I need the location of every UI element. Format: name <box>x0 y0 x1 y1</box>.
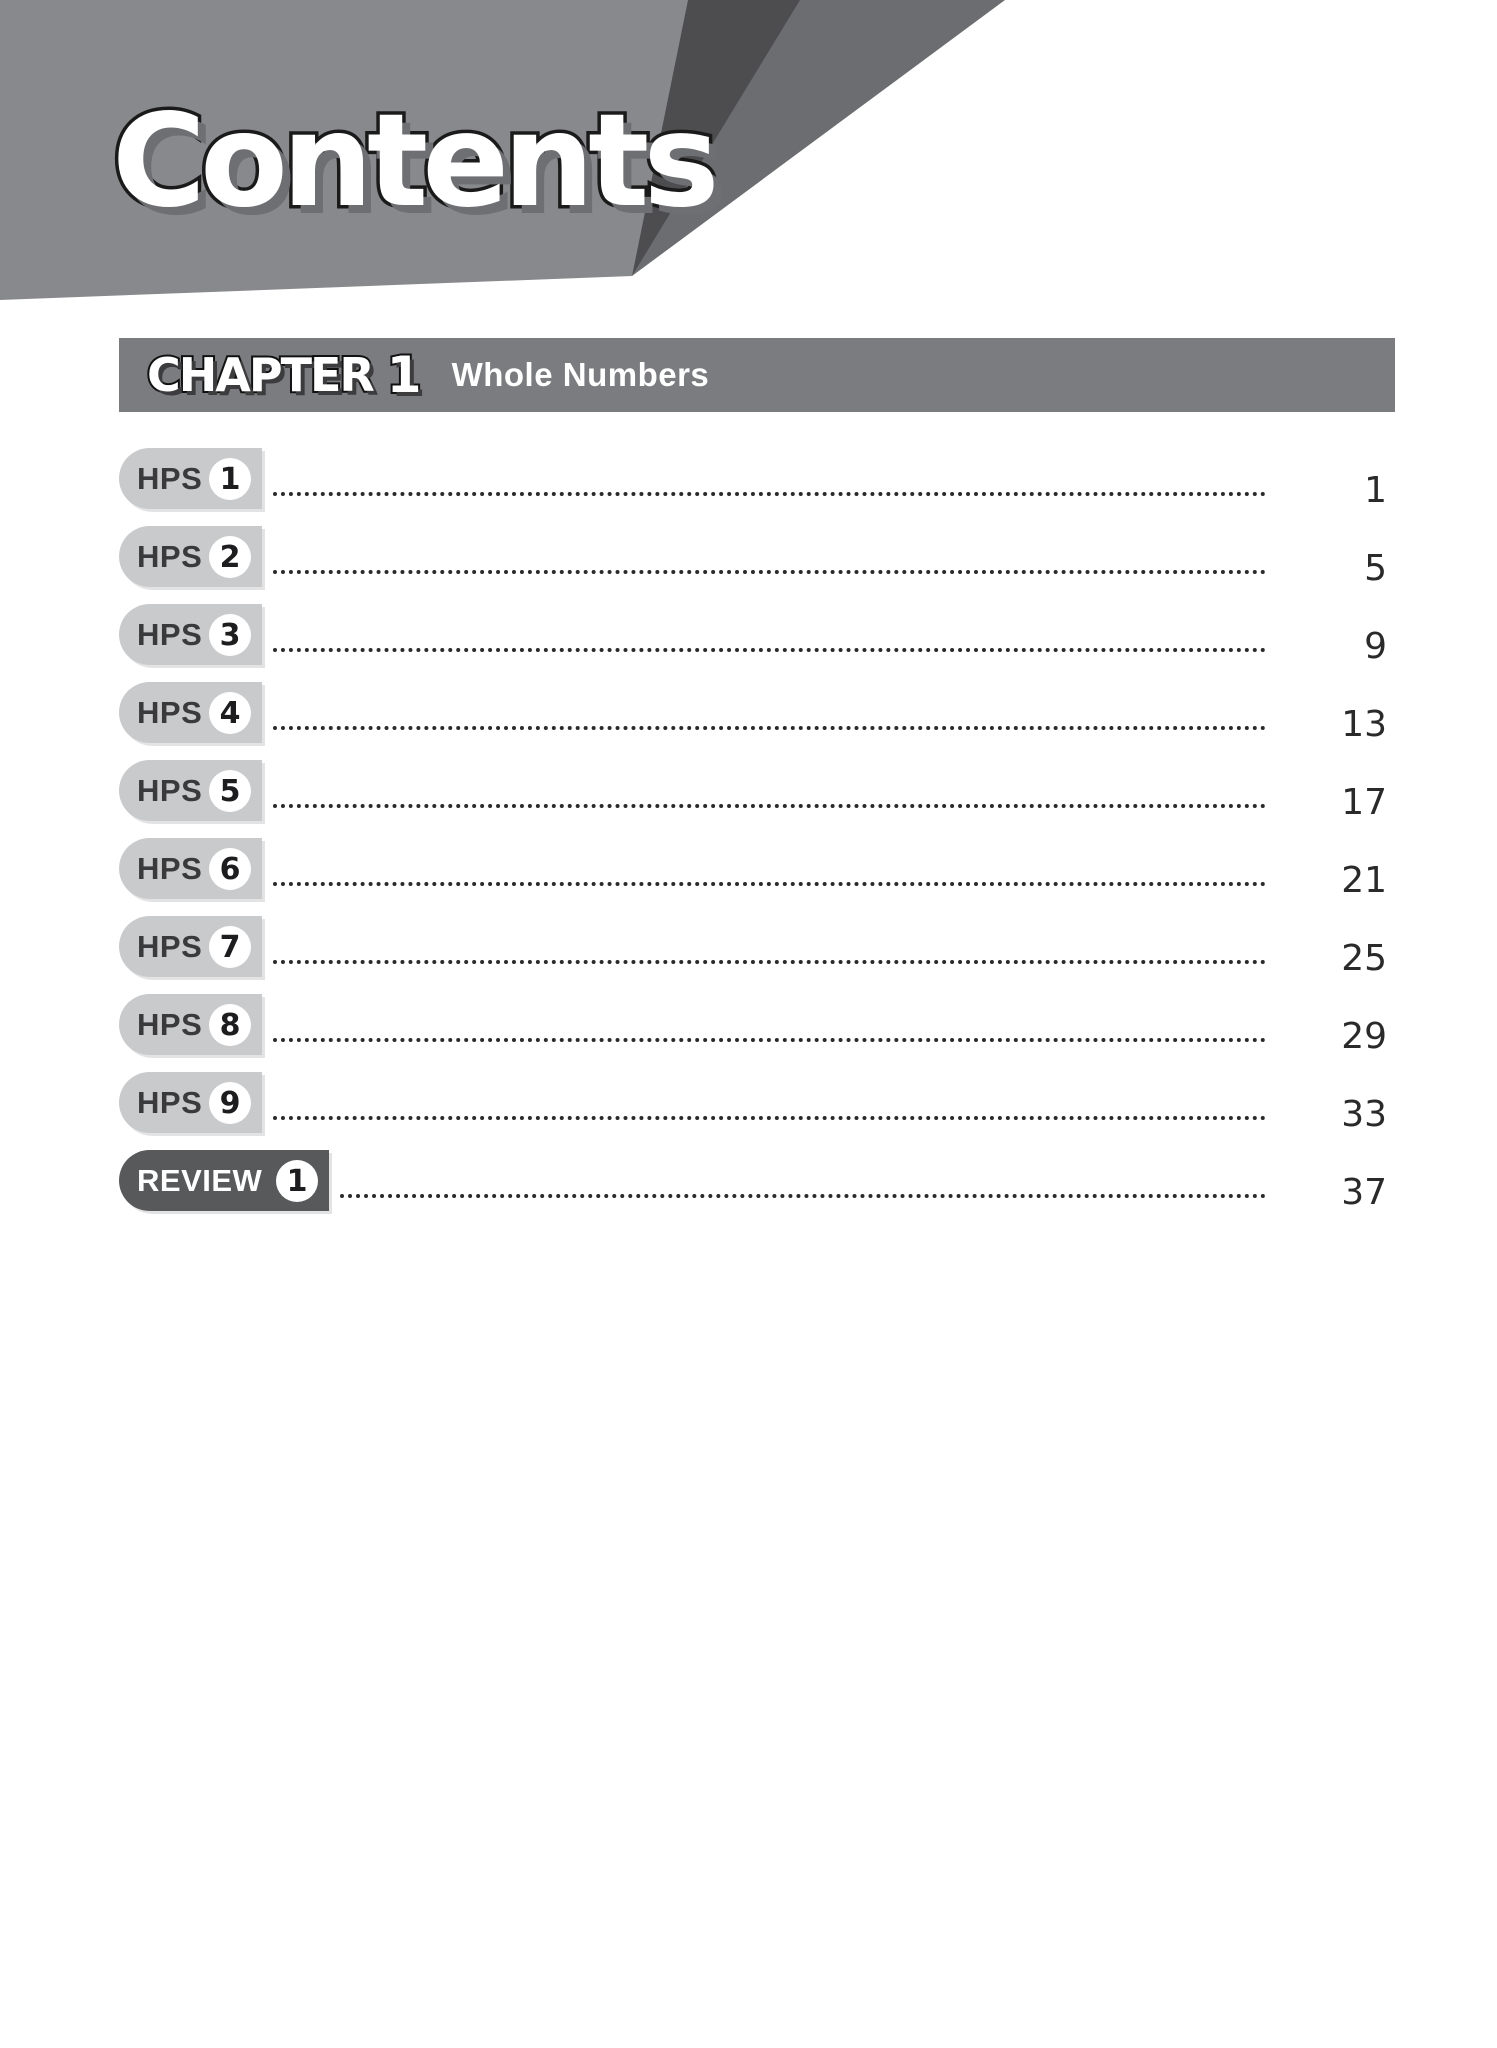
dot-leader <box>340 1194 1266 1198</box>
page-title: Contents <box>112 87 714 236</box>
toc-entry[interactable] <box>0 992 1497 1070</box>
tag-label: HPS <box>137 460 203 496</box>
tag-number-badge: 2 <box>209 536 251 578</box>
review-tag <box>119 1150 329 1211</box>
tag-number-badge: 3 <box>209 614 251 656</box>
hps-tag <box>119 604 262 665</box>
page-number: 9 <box>1364 626 1387 667</box>
page-number: 37 <box>1341 1172 1387 1213</box>
page-number: 13 <box>1341 704 1387 745</box>
toc-entry[interactable] <box>0 1148 1497 1226</box>
chapter-bar <box>119 338 1395 412</box>
page-number: 25 <box>1341 938 1387 979</box>
dot-leader <box>273 1038 1266 1042</box>
hps-tag <box>119 526 262 587</box>
tag-number-badge: 9 <box>209 1082 251 1124</box>
hps-tag <box>119 682 262 743</box>
tag-label: HPS <box>137 850 203 886</box>
hps-tag <box>119 1072 262 1133</box>
toc-entry[interactable] <box>0 602 1497 680</box>
toc-entry[interactable] <box>0 836 1497 914</box>
toc-entry[interactable] <box>0 914 1497 992</box>
tag-label: HPS <box>137 616 203 652</box>
tag-label: REVIEW <box>137 1162 263 1198</box>
toc-entry[interactable] <box>0 1070 1497 1148</box>
dot-leader <box>273 570 1266 574</box>
tag-label: HPS <box>137 1084 203 1120</box>
page-number: 21 <box>1341 860 1387 901</box>
dot-leader <box>273 804 1266 808</box>
tag-label: HPS <box>137 538 203 574</box>
dot-leader <box>273 648 1266 652</box>
tag-label: HPS <box>137 1006 203 1042</box>
hps-tag <box>119 916 262 977</box>
hps-tag <box>119 760 262 821</box>
dot-leader <box>273 1116 1266 1120</box>
tag-number-badge: 7 <box>209 926 251 968</box>
toc-entry[interactable] <box>0 524 1497 602</box>
tag-number-badge: 4 <box>209 692 251 734</box>
tag-number-badge: 1 <box>276 1160 318 1202</box>
chapter-number: 1 <box>386 346 422 404</box>
page-number: 17 <box>1341 782 1387 823</box>
toc-entry[interactable] <box>0 446 1497 524</box>
tag-label: HPS <box>137 694 203 730</box>
tag-number-badge: 1 <box>209 458 251 500</box>
tag-number-badge: 8 <box>209 1004 251 1046</box>
toc-entry[interactable] <box>0 758 1497 836</box>
toc-list <box>0 446 1497 1226</box>
dot-leader <box>273 726 1266 730</box>
hps-tag <box>119 838 262 899</box>
tag-number-badge: 6 <box>209 848 251 890</box>
toc-entry[interactable] <box>0 680 1497 758</box>
dot-leader <box>273 492 1266 496</box>
hps-tag <box>119 448 262 509</box>
tag-label: HPS <box>137 772 203 808</box>
page-number: 33 <box>1341 1094 1387 1135</box>
page-number: 1 <box>1364 470 1387 511</box>
chapter-label: CHAPTER <box>147 348 373 402</box>
page-number: 29 <box>1341 1016 1387 1057</box>
tag-label: HPS <box>137 928 203 964</box>
chapter-title: Whole Numbers <box>451 356 710 393</box>
tag-number-badge: 5 <box>209 770 251 812</box>
page-number: 5 <box>1364 548 1387 589</box>
dot-leader <box>273 882 1266 886</box>
dot-leader <box>273 960 1266 964</box>
hps-tag <box>119 994 262 1055</box>
